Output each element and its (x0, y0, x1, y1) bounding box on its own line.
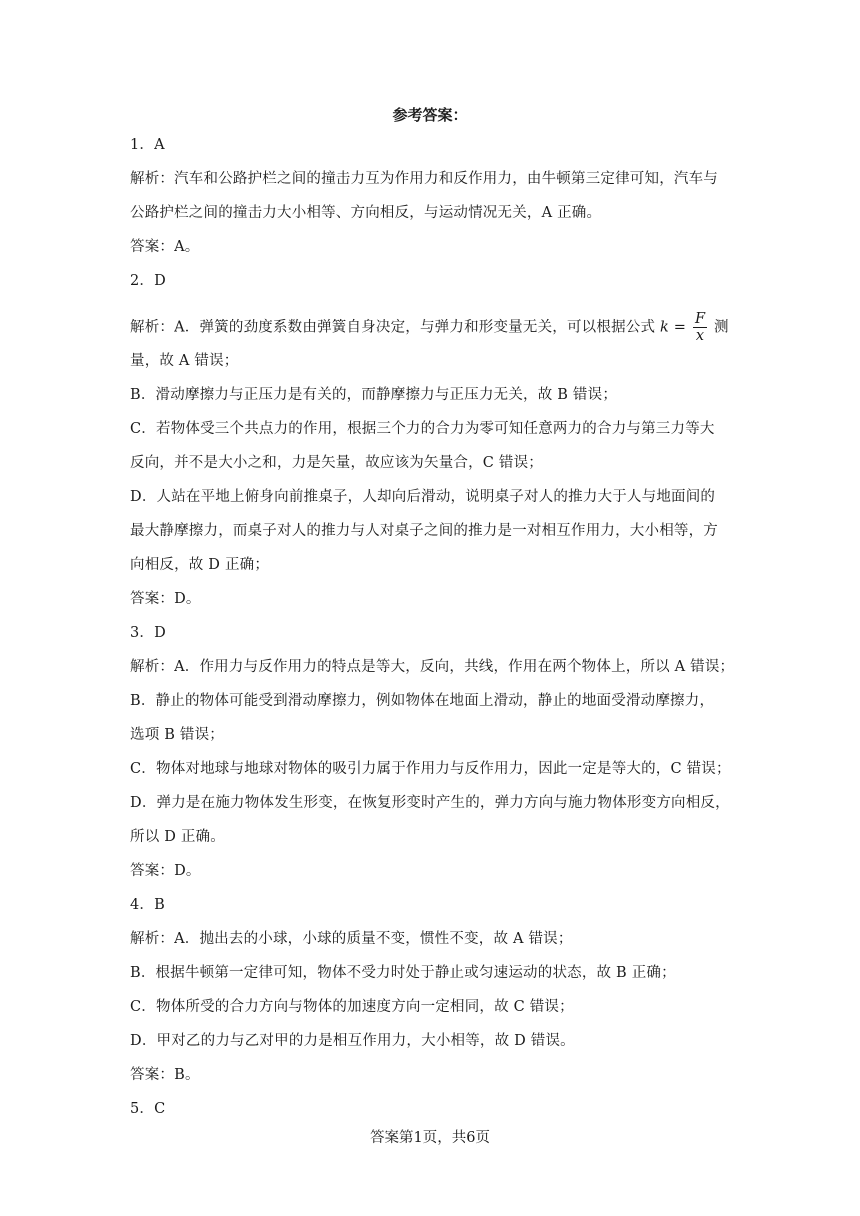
q3-option-c: C．物体对地球与地球对物体的吸引力属于作用力与反作用力，因此一定是等大的，C 错误； (130, 761, 731, 777)
formula-numerator: F (694, 311, 706, 327)
q3-option-b-line-2: 选项 B 错误； (130, 727, 224, 743)
q4-option-d: D．甲对乙的力与乙对甲的力是相互作用力，大小相等，故 D 错误。 (130, 1033, 575, 1049)
q4-number: 4．B (130, 897, 165, 913)
q4-answer: 答案：B。 (130, 1067, 200, 1083)
q2-option-c-line-2: 反向，并不是大小之和，力是矢量，故应该为矢量合，C 错误； (130, 455, 544, 471)
q3-option-d-line-2: 所以 D 正确。 (130, 829, 225, 845)
q2-option-d-line-3: 向相反，故 D 正确； (130, 557, 270, 573)
q3-number: 3．D (130, 625, 166, 641)
q3-option-a: 解析：A．作用力与反作用力的特点是等大，反向，共线，作用在两个物体上，所以 A 错误； (130, 659, 735, 675)
formula-lhs: k = (659, 319, 687, 336)
q3-option-b-line-1: B．静止的物体可能受到滑动摩擦力，例如物体在地面上滑动，静止的地面受滑动摩擦力， (130, 693, 715, 709)
q5-number: 5．C (130, 1101, 166, 1117)
q2-analysis-text-end: 测 (714, 319, 729, 336)
q4-option-a: 解析：A．抛出去的小球，小球的质量不变，惯性不变，故 A 错误； (130, 931, 573, 947)
q1-analysis-line-1: 解析：汽车和公路护栏之间的撞击力互为作用力和反作用力，由牛顿第三定律可知，汽车与 (130, 171, 718, 187)
formula-denominator: x (695, 328, 705, 344)
q1-number: 1．A (130, 137, 165, 153)
q2-analysis-line-2: 量，故 A 错误； (130, 353, 239, 369)
q2-analysis-text: 解析：A．弹簧的劲度系数由弹簧自身决定，与弹力和形变量无关，可以根据公式 (130, 319, 656, 336)
q1-answer: 答案：A。 (130, 239, 200, 255)
q2-option-d-line-2: 最大静摩擦力，而桌子对人的推力与人对桌子之间的推力是一对相互作用力，大小相等，方 (130, 523, 718, 539)
q3-option-d-line-1: D．弹力是在施力物体发生形变，在恢复形变时产生的，弹力方向与施力物体形变方向相反， (130, 795, 730, 811)
q2-option-b: B．滑动摩擦力与正压力是有关的，而静摩擦力与正压力无关，故 B 错误； (130, 387, 618, 403)
q2-analysis-line-1 (130, 311, 736, 344)
page-title: 参考答案： (392, 106, 468, 124)
page-footer: 答案第1页，共6页 (370, 1130, 490, 1146)
q2-option-c-line-1: C．若物体受三个共点力的作用，根据三个力的合力为零可知任意两力的合力与第三力等大 (130, 421, 715, 437)
q4-option-b: B．根据牛顿第一定律可知，物体不受力时处于静止或匀速运动的状态，故 B 正确； (130, 965, 676, 981)
formula-fraction (693, 311, 707, 344)
q2-option-d-line-1: D．人站在平地上俯身向前推桌子，人却向后滑动，说明桌子对人的推力大于人与地面间的 (130, 489, 716, 505)
q2-number: 2．D (130, 273, 166, 289)
q1-analysis-line-2: 公路护栏之间的撞击力大小相等、方向相反，与运动情况无关，A 正确。 (130, 205, 602, 221)
q2-answer: 答案：D。 (130, 591, 201, 607)
q4-option-c: C．物体所受的合力方向与物体的加速度方向一定相同，故 C 错误； (130, 999, 574, 1015)
q3-answer: 答案：D。 (130, 863, 201, 879)
